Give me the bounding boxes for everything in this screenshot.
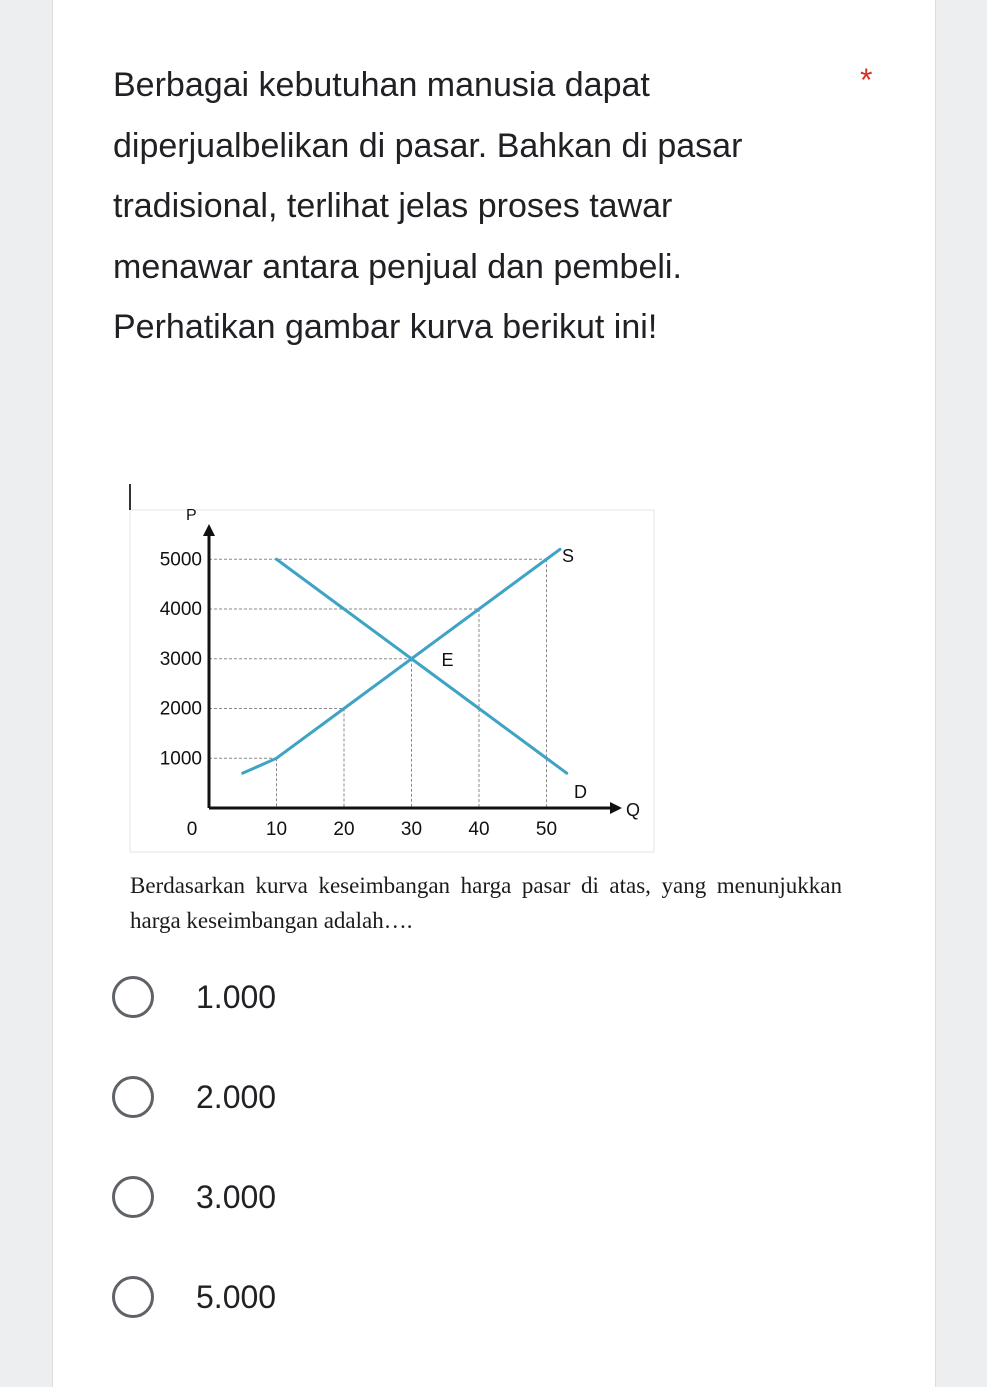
x-axis-label: Q: [626, 800, 641, 820]
y-tick-label-5000: 5000: [159, 549, 202, 571]
supply-demand-chart: [124, 480, 854, 860]
x-tick-label-0: 0: [186, 819, 198, 840]
radio-button[interactable]: [112, 1176, 154, 1218]
required-asterisk: *: [860, 62, 873, 98]
image-caption: Berdasarkan kurva keseimbangan harga pasar di atas, yang menunjukkan harga keseimbangan adalah….: [130, 873, 842, 933]
option-label: 1.000: [196, 979, 277, 1015]
y-tick-label-2000: 2000: [159, 698, 202, 720]
radio-button[interactable]: [112, 1276, 154, 1318]
option-label: 3.000: [196, 1179, 277, 1215]
question-image: [124, 480, 854, 940]
option-4[interactable]: [112, 1270, 812, 1370]
option-2[interactable]: [112, 1070, 812, 1170]
y-tick-label-3000: 3000: [159, 648, 202, 670]
y-axis-label: P: [186, 507, 197, 524]
x-tick-label-10: 10: [265, 819, 288, 840]
x-tick-label-40: 40: [468, 819, 490, 840]
option-1[interactable]: [112, 970, 812, 1070]
y-tick-label-1000: 1000: [159, 748, 202, 770]
curve-label-d: D: [574, 782, 587, 802]
equilibrium-label: E: [441, 649, 454, 670]
radio-button[interactable]: [112, 976, 154, 1018]
x-tick-label-30: 30: [400, 819, 423, 840]
answer-options: [112, 970, 812, 1370]
y-tick-label-4000: 4000: [159, 599, 202, 620]
option-3[interactable]: [112, 1170, 812, 1270]
x-tick-label-50: 50: [535, 819, 558, 840]
x-tick-label-20: 20: [333, 819, 355, 840]
curve-label-s: S: [562, 546, 575, 566]
radio-button[interactable]: [112, 1076, 154, 1118]
option-label: 5.000: [196, 1279, 277, 1315]
option-label: 2.000: [196, 1079, 277, 1115]
question-title: Berbagai kebutuhan manusia dapat diperjualbelikan di pasar. Bahkan di pasar tradisional, terlihat jelas proses tawar menawar antara penjual dan pembeli. Perhatikan gambar kurva berikut ini!: [113, 66, 743, 346]
